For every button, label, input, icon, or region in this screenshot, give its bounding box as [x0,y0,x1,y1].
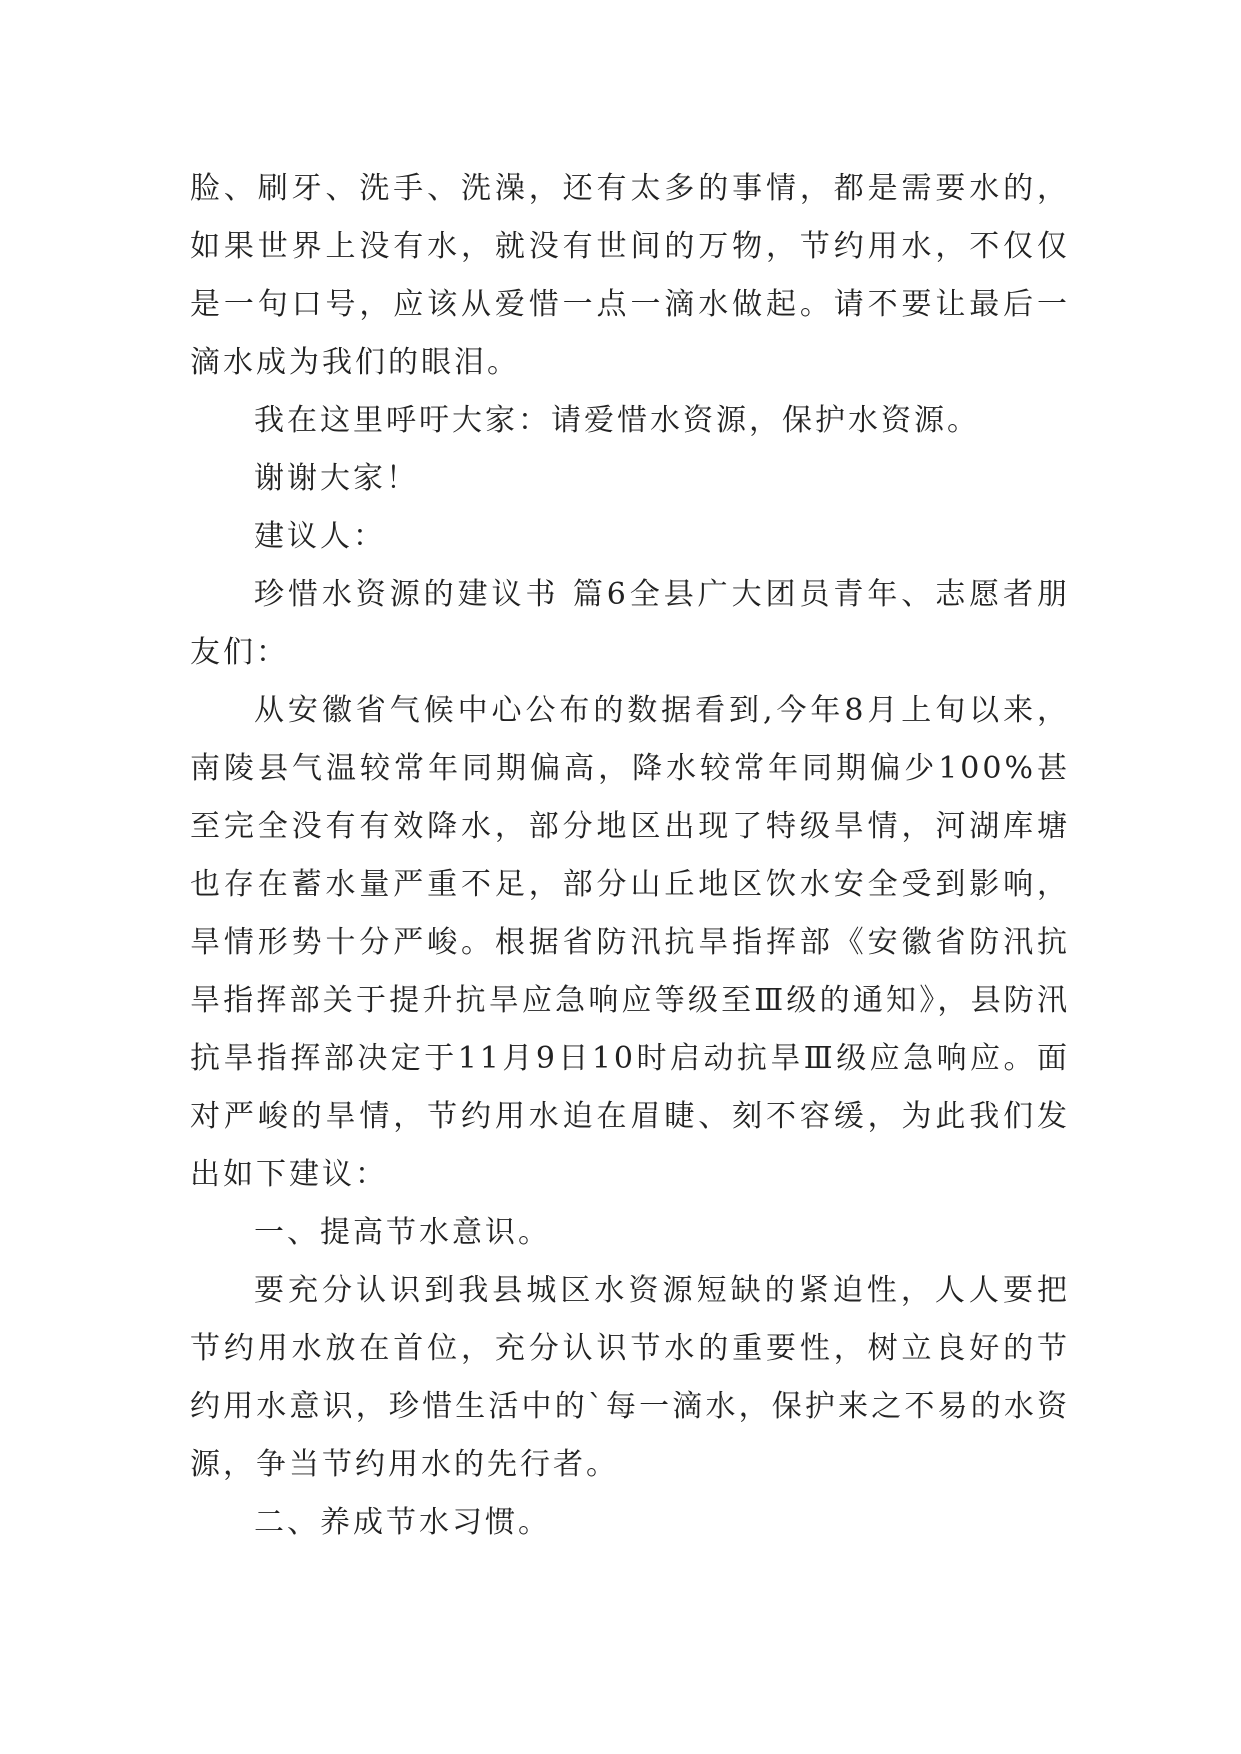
paragraph-item-1-body: 要充分认识到我县城区水资源短缺的紧迫性，人人要把节约用水放在首位，充分认识节水的重要性，树立良好的节约用水意识，珍惜生活中的`每一滴水，保护来之不易的水资源，争当节约用水的先行者。 [190,1273,1070,1482]
paragraph-section-6-heading: 珍惜水资源的建议书 篇6全县广大团员青年、志愿者朋友们： [190,577,1070,670]
paragraph-appeal: 我在这里呼吁大家：请爱惜水资源，保护水资源。 [254,403,980,438]
paragraph-thanks: 谢谢大家！ [254,461,419,496]
paragraph-drought-situation: 从安徽省气候中心公布的数据看到,今年8月上旬以来，南陵县气温较常年同期偏高，降水较常年同期偏少100%甚至完全没有有效降水，部分地区出现了特级旱情，河湖库塘也存在蓄水量严重不足，部分山丘地区饮水安全受到影响，旱情形势十分严峻。根据省防汛抗旱指挥部《安徽省防汛抗旱指挥部关于提升抗旱应急响应等级至Ⅲ级的通知》，县防汛抗旱指挥部决定于11月9日10时启动抗旱Ⅲ级应急响应。面对严峻的旱情，节约用水迫在眉睫、刻不容缓，为此我们发出如下建议： [190,693,1070,1192]
paragraph-item-2-heading: 二、养成节水习惯。 [254,1505,551,1540]
paragraph-item-1-heading: 一、提高节水意识。 [254,1215,551,1250]
paragraph-water-importance: 脸、刷牙、洗手、洗澡，还有太多的事情，都是需要水的，如果世界上没有水，就没有世间的万物，节约用水，不仅仅是一句口号，应该从爱惜一点一滴水做起。请不要让最后一滴水成为我们的眼泪。 [190,171,1070,380]
paragraph-proposer: 建议人： [254,519,386,554]
document-body [190,160,1070,1552]
